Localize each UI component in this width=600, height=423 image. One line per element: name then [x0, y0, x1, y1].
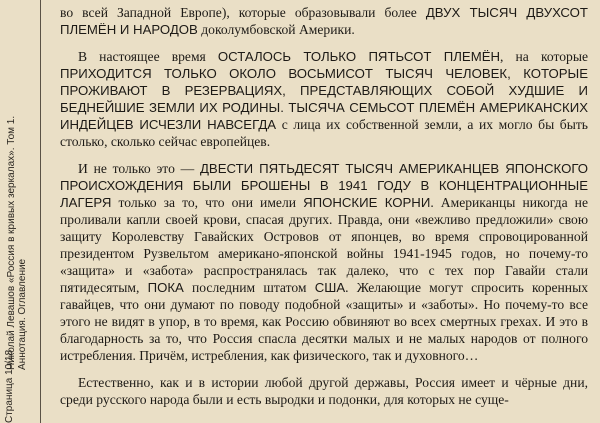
caps-text-segment: ДВУХ ТЫСЯЧ ДВУХСОТ ПЛЕМЁН И НАРОДОВ [60, 5, 588, 37]
caps-text-segment: ПОКА [147, 280, 184, 295]
book-title-line1: Николай Левашов «Россия в кривых зеркалах». Том 1. [6, 115, 17, 370]
text-segment: во всей Западной Европе), которые образовывали более [60, 5, 426, 20]
paragraph [60, 374, 588, 408]
caps-text-segment: ПРИХОДИТСЯ ТОЛЬКО ОКОЛО ВОСЬМИСОТ ТЫСЯЧ ЧЕЛОВЕК, КОТОРЫЕ ПРОЖИВАЮТ В РЕЗЕРВАЦИЯХ, ПРЕДСТАВЛЯЮЩИХ СОБОЙ ХУДШИЕ И БЕДНЕЙШИЕ ЗЕМЛИ ИХ РОДИНЫ. ТЫСЯЧА СЕМЬСОТ ПЛЕМЁН АМЕРИКАНСКИХ ИНДЕЙЦЕВ ИСЧЕЗЛИ НАВСЕГДА [60, 66, 588, 132]
caps-text-segment: ОСТАЛОСЬ ТОЛЬКО ПЯТЬСОТ ПЛЕМЁН [217, 49, 501, 64]
text-segment: И не только это — [78, 161, 200, 176]
caps-text-segment: США [314, 280, 346, 295]
article-body [60, 4, 588, 418]
text-segment: только за то, что они имели [111, 195, 304, 210]
margin-divider [40, 0, 41, 423]
caps-text-segment: ЯПОНСКИЕ КОРНИ [303, 195, 431, 210]
paragraph [60, 4, 588, 38]
book-title-line2: Аннотация. Оглавление [17, 258, 28, 370]
text-segment: последним штатом [183, 280, 315, 295]
text-segment: . Американцы никогда не проливали капли своей крови, спасая других. Правда, они «вежливо предложили» свою защиту Королевству Гавайских Островов от японцев, во время спровоцированной президентом Рузвельтом американо-японской войны 1941-1945 годов, но почему-то «защита» и «забота» распространялась так далеко, что с тех пор Гавайи стали пятидесятым, [60, 195, 588, 295]
caps-text-segment: ДВЕСТИ ПЯТЬДЕСЯТ ТЫСЯЧ АМЕРИКАНЦЕВ ЯПОНСКОГО ПРОИСХОЖДЕНИЯ БЫЛИ БРОШЕНЫ В 1941 ГОДУ В КОНЦЕНТРАЦИОННЫЕ ЛАГЕРЯ [60, 161, 588, 210]
paragraph [60, 48, 588, 150]
text-segment: с лица их собственной земли, а их могло бы быть столько, сколько сейчас европейцев. [60, 117, 588, 149]
paragraph [60, 160, 588, 364]
text-segment: В настоящее время [78, 49, 218, 64]
page-number-label: Страница 10/18 [4, 349, 15, 423]
book-title-margin [6, 90, 28, 370]
text-segment: . Желающие могут спросить коренных гавайцев, что они думают по поводу подобной «защиты» и «заботы». Но почему-то все этого не видят в упор, в то время, как Россию обвиняют во всех смертных грехах. И это в благодарность за то, что Россия спасла десятки малых и не малых народов от полного истребления. Причём, истребления, как физического, так и духовного… [60, 280, 588, 363]
text-segment: , на которые [500, 49, 588, 64]
text-segment: Естественно, как и в истории любой другой державы, Россия имеет и чёрные дни, среди русского народа были и есть выродки и подонки, для которых не суще- [60, 375, 588, 407]
text-segment: доколумбовской Америки. [197, 22, 355, 37]
